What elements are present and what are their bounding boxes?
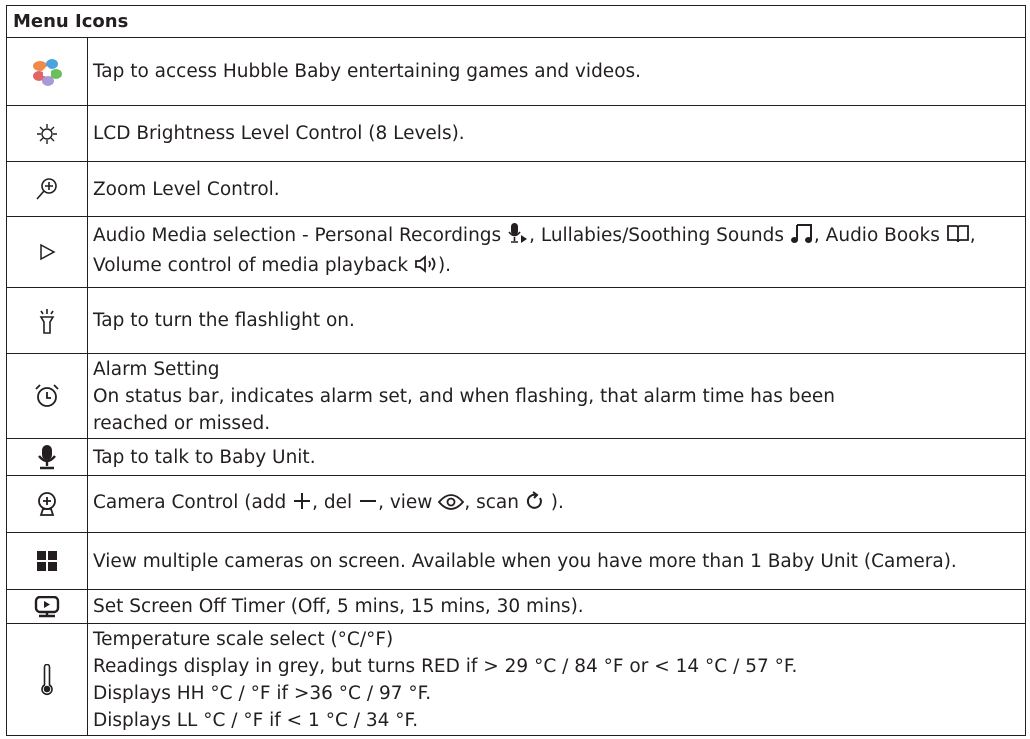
row-text: Displays HH °C / °F if >36 °C / 97 °F. (93, 682, 432, 704)
table-row (7, 162, 1026, 217)
thermometer-icon (7, 664, 87, 696)
row-text: Set Screen Off Timer (Off, 5 mins, 15 mins, 30 mins). (93, 596, 584, 617)
row-text: Audio Media selection - Personal Recordings , Lullabies/Soothing Sounds , Audio Books , Volume control of media playback ). (88, 217, 1026, 288)
row-text: LCD Brightness Level Control (8 Levels). (93, 123, 465, 144)
alarm-clock-icon (7, 382, 87, 410)
menu-icons-table (6, 5, 1026, 736)
table-row (7, 106, 1026, 162)
camera-control-icon (7, 491, 87, 517)
add-icon (292, 491, 312, 519)
eye-icon (438, 492, 464, 519)
row-text: Displays LL °C / °F if < 1 °C / 34 °F. (93, 709, 419, 731)
volume-icon (414, 254, 438, 282)
table-row (7, 590, 1026, 624)
flashlight-icon (7, 307, 87, 335)
table-row (7, 38, 1026, 106)
row-text: Camera Control (add , del , view , scan ). (88, 476, 1026, 533)
row-text: Readings display in grey, but turns RED if > 29 °C / 84 °F or < 14 °C / 57 °F. (93, 655, 798, 677)
table-row (7, 439, 1026, 476)
table-row (7, 354, 1026, 439)
microphone-icon (7, 444, 87, 470)
row-text: Tap to access Hubble Baby entertaining games and videos. (93, 61, 642, 82)
multi-camera-icon (7, 550, 87, 572)
play-icon (7, 242, 87, 262)
row-text: On status bar, indicates alarm set, and when flashing, that alarm time has been (93, 385, 835, 407)
table-row (7, 533, 1026, 590)
screen-timer-icon (7, 596, 87, 618)
table-row (7, 217, 1026, 288)
zoom-icon (7, 176, 87, 202)
row-text: View multiple cameras on screen. Available when you have more than 1 Baby Unit (Camera). (93, 550, 957, 572)
scan-refresh-icon (525, 491, 545, 519)
row-text: Alarm Setting (93, 358, 220, 380)
row-text: Tap to turn the flashlight on. (93, 310, 355, 331)
music-note-icon (790, 222, 814, 252)
row-text: Temperature scale select (°C/°F) (93, 628, 394, 650)
row-text: Zoom Level Control. (93, 178, 280, 200)
row-text: reached or missed. (93, 412, 271, 434)
brightness-icon (7, 122, 87, 146)
table-header: Menu Icons (7, 6, 1026, 38)
audio-book-icon (946, 224, 970, 252)
personal-recordings-icon (507, 222, 529, 252)
delete-icon (358, 491, 378, 519)
hubble-apps-icon (7, 57, 87, 87)
table-row (7, 476, 1026, 533)
row-text: Tap to talk to Baby Unit. (93, 446, 316, 468)
table-row (7, 288, 1026, 354)
table-row (7, 624, 1026, 736)
